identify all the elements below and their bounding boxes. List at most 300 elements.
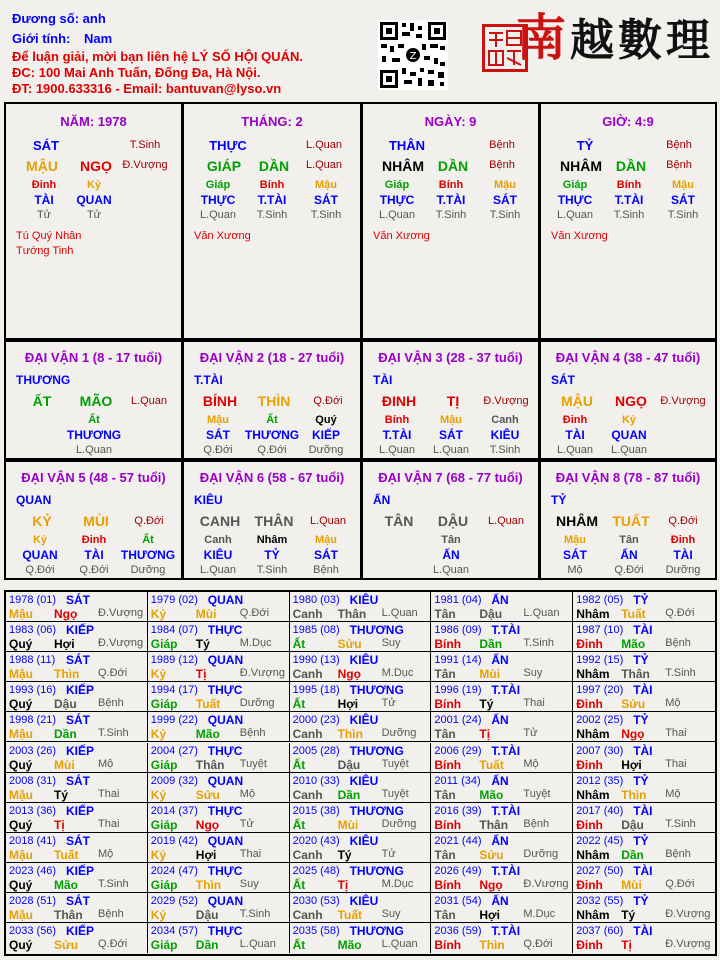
year-stem: Kỷ [150,787,167,802]
hidden-state: T.Sinh [256,209,288,221]
pillar-branch: NGỌ [80,158,112,174]
hidden-state: L.Quan [556,209,594,221]
dai-van-branch: THÂN [254,513,294,529]
dai-van-box[interactable] [361,340,540,460]
year-star: TỶ [633,653,649,668]
dai-van-branch: MÃO [79,393,113,409]
year-label: 2015 (38) [292,804,340,817]
year-star: ẤN [491,773,509,788]
year-branch: Dậu [195,908,219,922]
dai-van-hidden-stem: Đinh [81,534,107,546]
year-state: Tử [381,847,396,860]
year-branch: Tý [337,847,352,862]
year-cell[interactable] [431,652,573,682]
year-cell[interactable] [290,893,432,923]
year-cell[interactable] [290,803,432,833]
year-branch: Mùi [54,757,75,772]
year-cell[interactable] [573,622,715,652]
dai-van-box[interactable] [539,460,717,580]
year-stem: Đinh [576,817,603,832]
year-branch: Hợi [195,847,217,862]
year-cell[interactable] [431,833,573,863]
year-star: THƯƠNG [349,924,404,939]
year-cell[interactable] [148,743,290,773]
year-state: Tuyệt [381,757,409,770]
year-cell[interactable] [148,652,290,682]
year-cell[interactable] [431,893,573,923]
hidden-stem: Mậu [315,179,337,191]
year-cell[interactable] [431,712,573,742]
year-star: QUAN [207,833,244,848]
year-label: 1981 (04) [434,594,482,606]
year-cell[interactable] [431,803,573,833]
pillar-title: NGÀY: 9 [424,114,477,129]
year-star: TÀI [633,623,653,638]
year-cell[interactable] [573,743,715,773]
year-label: 2010 (33) [292,774,340,787]
year-state: Q.Đới [239,607,270,619]
year-star: QUAN [207,894,244,908]
year-star: SÁT [66,833,90,848]
year-cell[interactable] [431,682,573,712]
dai-van-title: ĐẠI VẬN 4 (38 - 47 tuổi) [555,350,701,365]
year-cell[interactable] [573,923,715,953]
year-label: 2021 (44) [434,834,482,847]
year-cell[interactable] [290,923,432,953]
year-star: TỶ [633,773,649,788]
year-cell[interactable] [290,833,432,863]
dai-van-title: ĐẠI VẬN 3 (28 - 37 tuổi) [378,350,523,365]
year-branch: Mão [479,787,504,802]
year-star: ẤN [491,713,509,728]
hidden-star: THỰC [200,193,236,207]
dai-van-hidden-stem: Canh [204,534,232,546]
year-label: 2013 (36) [9,804,57,817]
dai-van-hidden-star: ẤN [442,548,460,562]
year-state: Đ.Vượng [665,938,711,951]
year-cell[interactable] [290,712,432,742]
year-branch: Tuất [479,757,504,772]
hidden-stem: Giáp [384,179,410,191]
pillar-note: Văn Xương [373,230,430,242]
year-stem: Canh [292,607,323,621]
dai-van-hidden-stem: Nhâm [256,534,288,546]
year-cell[interactable] [573,893,715,923]
year-stem: Bính [434,938,462,953]
year-star: QUAN [207,773,244,788]
pillar-title: NĂM: 1978 [60,114,127,129]
pillar-star-main: SÁT [33,138,59,153]
dai-van-box[interactable] [182,460,362,580]
hidden-star: T.TÀI [257,193,287,207]
year-cell[interactable] [573,682,715,712]
hidden-state: T.Sinh [435,209,467,221]
dai-van-stem: ĐINH [381,393,417,409]
year-label: 2005 (28) [292,744,340,757]
year-cell[interactable] [290,682,432,712]
dai-van-title: ĐẠI VẬN 1 (8 - 17 tuổi) [24,350,163,365]
year-state: Thai [665,757,687,770]
year-cell[interactable] [6,712,148,742]
year-state: Mộ [239,787,256,800]
year-star: THỰC [207,803,243,818]
brand-logo: 南越數理 [516,8,714,67]
year-cell[interactable] [290,622,432,652]
year-branch: Thân [54,908,83,922]
year-label: 2011 (34) [434,774,481,787]
year-star: THỰC [207,623,243,638]
year-stem: Đinh [576,757,603,772]
dai-van-stem: ẤT [32,393,52,409]
year-cell[interactable] [6,923,148,953]
dai-van-hidden-state: Q.Đới [79,564,109,576]
year-branch: Hợi [337,697,359,712]
year-star: ẤN [491,894,509,908]
year-stem: Tân [434,667,456,682]
dai-van-hidden-star: KIÊU [203,548,233,562]
year-stem: Đinh [576,697,603,712]
dai-van-hidden-stem: Bính [384,414,410,426]
year-label: 1989 (12) [150,654,198,667]
year-star: KIẾP [66,803,95,818]
year-stem: Quý [9,817,33,832]
year-star: TỶ [633,833,649,848]
dai-van-title: ĐẠI VẬN 6 (58 - 67 tuổi) [199,470,345,485]
year-branch: Tuất [195,697,221,712]
address-line: ĐC: 100 Mai Anh Tuấn, Đống Đa, Hà Nội. [12,65,261,80]
year-star: ẤN [491,653,509,668]
year-star: KIẾP [66,863,95,878]
year-label: 2019 (42) [150,834,198,847]
hidden-stem: Kỷ [86,179,102,191]
pillar-stem: NHÂM [560,158,602,174]
year-cell[interactable] [431,743,573,773]
year-branch: Ngọ [195,817,220,832]
year-label: 1999 (22) [150,714,198,727]
phone-email-line[interactable]: ĐT: 1900.633316 - Email: bantuvan@lyso.vn [12,81,282,96]
year-star: KIÊU [349,773,379,788]
year-cell[interactable] [573,863,715,893]
year-stem: Tân [434,908,456,922]
year-star: QUAN [207,593,244,607]
year-stem: Quý [9,877,33,892]
year-branch: Thìn [479,938,505,953]
dai-van-hidden-state: L.Quan [610,444,648,456]
dai-van-branch: TUẤT [612,513,650,529]
owner-value: anh [82,11,106,26]
year-label: 2022 (45) [576,834,624,847]
dai-van-title: ĐẠI VẬN 5 (48 - 57 tuổi) [21,470,166,485]
year-branch: Hợi [479,908,500,922]
year-label: 2004 (27) [150,744,198,757]
year-cell[interactable] [6,743,148,773]
year-label: 2002 (25) [576,714,624,727]
year-cell[interactable] [148,833,290,863]
year-cell[interactable] [148,923,290,953]
pillar-note: Văn Xương [194,230,251,242]
year-star: THỰC [207,863,243,878]
year-state: Tử [381,697,396,710]
year-stem: Tân [434,847,456,862]
year-star: SÁT [66,894,90,908]
year-cell[interactable] [148,592,290,622]
year-cell[interactable] [148,893,290,923]
year-cell[interactable] [6,833,148,863]
year-cell[interactable] [148,712,290,742]
year-star: TÀI [633,743,653,758]
dai-van-box[interactable] [539,340,717,460]
dai-van-box[interactable] [182,340,362,460]
hidden-stem: Mậu [672,179,694,191]
year-branch: Mão [54,877,78,892]
year-star: KIÊU [349,653,379,668]
year-stem: Nhâm [576,667,610,682]
year-cell[interactable] [6,863,148,893]
year-cell[interactable] [6,893,148,923]
year-branch: Thân [337,607,367,621]
year-cell[interactable] [6,773,148,803]
dai-van-hidden-state: Dưỡng [130,564,166,576]
hidden-star: SÁT [314,193,338,207]
year-branch: Thân [195,757,225,772]
dai-van-box[interactable] [4,340,183,460]
year-branch: Tuất [621,607,646,621]
year-star: T.TÀI [491,623,521,638]
dai-van-branch: NGỌ [615,393,647,409]
year-cell[interactable] [431,592,573,622]
pillar-stem: MẬU [26,158,58,174]
dai-van-title: ĐẠI VẬN 7 (68 - 77 tuổi) [378,470,523,485]
year-cell[interactable] [148,773,290,803]
gender-value: Nam [83,31,113,46]
hidden-star: TÀI [34,193,54,207]
pillar-state-top: Bệnh [489,139,515,151]
owner-line [12,9,412,29]
year-star: THƯƠNG [349,803,404,818]
year-state: Mộ [98,847,114,860]
year-label: 1993 (16) [9,684,57,697]
year-cell[interactable] [431,923,573,953]
dai-van-state: Đ.Vượng [483,395,529,407]
year-branch: Mão [337,938,362,953]
year-label: 1979 (02) [150,594,198,606]
year-label: 2001 (24) [434,714,482,727]
year-state: Mộ [665,787,681,800]
year-cell[interactable] [573,773,715,803]
dai-van-hidden-star: KIÊU [490,428,520,442]
year-state: Bệnh [98,908,124,920]
dai-van-hidden-stem: Quý [315,414,337,426]
year-state: Tuyệt [523,787,551,800]
year-cell[interactable] [573,712,715,742]
dai-van-hidden-star: TÀI [84,548,104,562]
year-cell[interactable] [148,803,290,833]
year-cell[interactable] [431,773,573,803]
year-stem: Giáp [150,637,178,652]
year-stem: Bính [434,817,462,832]
dai-van-hidden-star: ẤN [620,548,638,562]
hidden-stem: Bính [259,179,285,191]
year-cell[interactable] [573,592,715,622]
year-state: Bệnh [239,727,266,740]
dai-van-state: Q.Đới [134,515,164,527]
yearly-luck-table [4,590,717,956]
year-state: Tuyệt [381,787,409,800]
year-cell[interactable] [6,592,148,622]
year-star: T.TÀI [491,683,521,698]
year-stem: Bính [434,757,462,772]
year-star: ẤN [491,833,509,848]
dai-van-box[interactable] [4,460,183,580]
year-cell[interactable] [431,863,573,893]
year-state: Q.Đới [665,607,695,619]
year-state: Đ.Vượng [239,667,285,680]
year-stem: Đinh [576,637,603,652]
year-star: TÀI [633,863,653,878]
year-label: 2029 (52) [150,895,198,907]
year-stem: Quý [9,637,33,652]
year-state: Bệnh [665,847,691,860]
year-cell[interactable] [290,863,432,893]
year-label: 2012 (35) [576,774,624,787]
year-stem: Bính [434,637,462,652]
year-stem: Ất [292,757,306,772]
pillar-note: Tú Quý Nhân [16,230,82,242]
dai-van-hidden-star: KIẾP [311,428,340,442]
year-label: 1994 (17) [150,684,198,697]
dai-van-branch: TỊ [446,393,460,409]
pillar-state: Bệnh [666,159,692,171]
year-star: SÁT [66,713,90,728]
year-cell[interactable] [573,833,715,863]
year-cell[interactable] [148,682,290,712]
gender-label: Giới tính: [12,31,71,46]
year-stem: Canh [292,908,323,922]
hidden-stem: Giáp [205,179,231,191]
year-star: KIẾP [66,924,95,939]
year-state: T.Sinh [665,667,696,680]
dai-van-hidden-star: SÁT [206,428,230,442]
dai-van-hidden-state: L.Quan [75,444,113,456]
year-branch: Thìn [337,727,363,742]
year-state: Đ.Vượng [665,908,711,920]
year-cell[interactable] [290,592,432,622]
year-stem: Mậu [9,847,33,862]
year-stem: Nhâm [576,787,610,802]
dai-van-stem: NHÂM [556,513,598,529]
hidden-stem: Giáp [562,179,588,191]
pillar-state-top: L.Quan [305,139,343,151]
year-cell[interactable] [6,682,148,712]
year-star: T.TÀI [491,803,521,818]
year-cell[interactable] [431,622,573,652]
year-cell[interactable] [6,652,148,682]
pillar-note: Văn Xương [551,230,608,242]
year-stem: Mậu [9,727,33,742]
year-star: THƯƠNG [349,683,404,698]
dai-van-box[interactable] [361,460,540,580]
dai-van-hidden-star: QUAN [22,548,58,562]
year-branch: Thìn [621,787,647,802]
year-state: Bệnh [523,817,550,830]
year-cell[interactable] [6,803,148,833]
year-state: Thai [98,787,120,800]
year-stem: Quý [9,938,33,953]
dai-van-stem: MẬU [561,393,593,409]
year-stem: Nhâm [576,607,610,621]
year-star: SÁT [66,653,90,668]
year-cell[interactable] [6,622,148,652]
year-state: T.Sinh [98,877,129,890]
year-cell[interactable] [290,652,432,682]
year-branch: Mùi [479,667,501,682]
pillar-title: THÁNG: 2 [241,114,303,129]
year-cell[interactable] [148,863,290,893]
year-star: KIÊU [349,894,379,908]
year-label: 1998 (21) [9,714,57,727]
year-cell[interactable] [573,652,715,682]
year-cell[interactable] [290,773,432,803]
dai-van-stem: KỶ [32,513,52,529]
year-branch: Mão [621,637,646,652]
year-label: 2018 (41) [9,834,57,847]
dai-van-hidden-state: Mộ [567,564,583,576]
year-stem: Mậu [9,787,33,802]
pillar-box [361,102,540,340]
dai-van-star: TỶ [551,493,567,507]
dai-van-star: THƯƠNG [16,373,71,387]
dai-van-star: SÁT [551,373,575,387]
dai-van-hidden-state: Q.Đới [25,564,55,576]
year-label: 2032 (55) [576,895,624,907]
year-star: TỶ [633,593,649,607]
year-branch: Tý [54,787,69,802]
year-state: Dưỡng [523,847,559,860]
year-state: M.Dục [381,877,414,890]
year-branch: Mão [195,727,220,742]
year-label: 1987 (10) [576,624,624,637]
year-stem: Ất [292,877,306,892]
year-branch: Mùi [195,607,217,621]
year-state: T.Sinh [239,908,271,920]
dai-van-hidden-state: T.Sinh [256,564,288,576]
qr-code-icon[interactable] [378,20,448,90]
year-stem: Kỷ [150,908,167,922]
dai-van-hidden-star: THƯƠNG [66,428,122,442]
dai-van-state: L.Quan [130,395,168,407]
year-cell[interactable] [148,622,290,652]
dai-van-branch: MÙI [83,513,109,529]
year-branch: Tuất [337,908,363,922]
dai-van-hidden-stem: Đinh [562,414,588,426]
pillar-branch: DẦN [615,158,647,174]
pillar-stem: GIÁP [206,158,242,174]
year-star: KIẾP [66,683,95,698]
year-state: M.Dục [381,667,414,680]
year-cell[interactable] [573,803,715,833]
year-label: 1978 (01) [9,594,57,606]
year-state: Thai [239,847,262,860]
year-star: THỰC [207,924,243,939]
year-star: KIÊU [349,593,379,607]
year-state: Đ.Vượng [98,607,144,619]
year-star: THƯƠNG [349,623,404,638]
year-star: TỶ [633,713,649,728]
hidden-state: Tử [86,209,102,221]
year-label: 2031 (54) [434,895,482,907]
dai-van-star: KIÊU [194,493,223,507]
year-cell[interactable] [290,743,432,773]
